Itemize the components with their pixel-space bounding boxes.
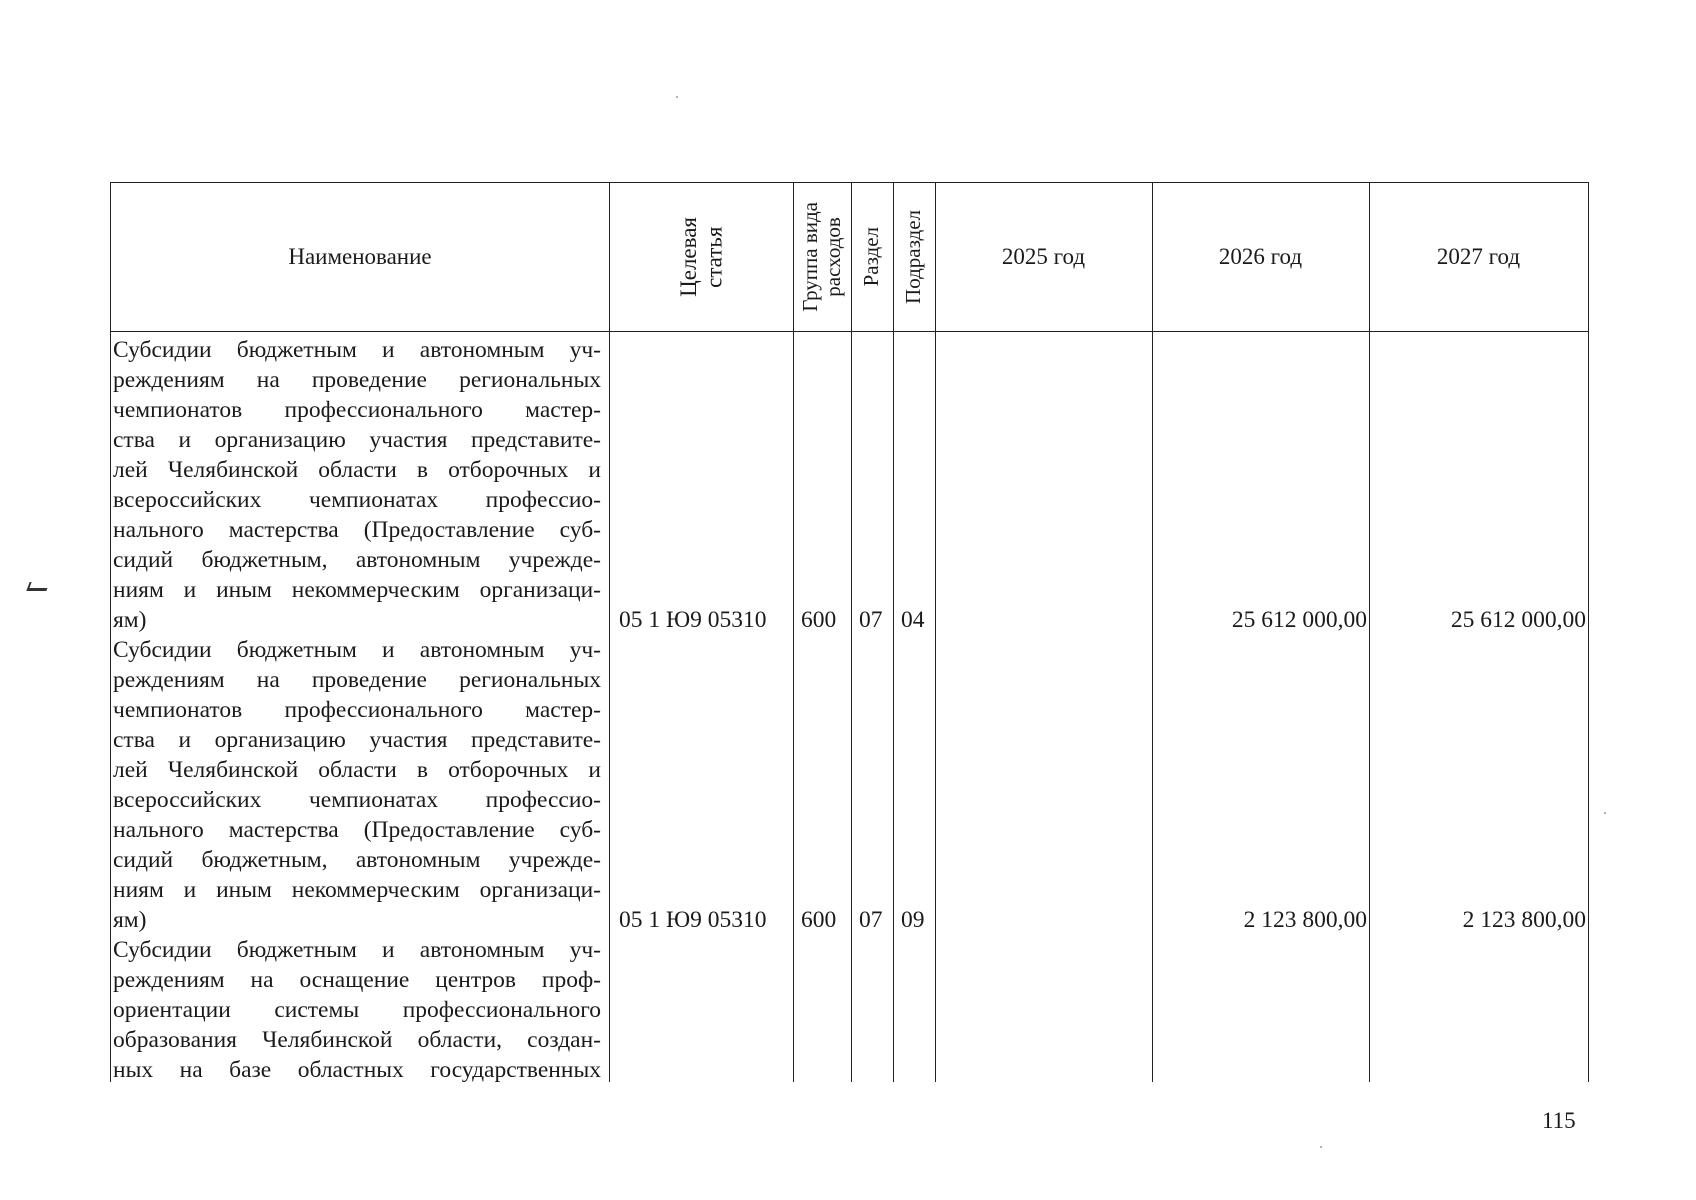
header-year-2026: 2026 год	[1218, 244, 1303, 270]
header-name: Наименование	[288, 244, 432, 270]
row-3-name: Субсидии бюджетным и автономным уч- реждениям на оснащение центров проф- ориентации системы профессионального образования Челябинской области, создан- ных на базе областных государственных	[113, 937, 601, 1083]
row-2-2026: 2 123 800,00	[1243, 907, 1367, 933]
row-2-2027: 2 123 800,00	[1462, 907, 1586, 933]
page-number: 115	[1542, 1108, 1576, 1133]
row-2-subsection: 09	[901, 907, 925, 933]
scan-speck	[1604, 812, 1606, 814]
row-1-expense-group: 600	[801, 607, 837, 633]
header-section: Раздел	[859, 227, 884, 287]
header-year-2025: 2025 год	[1001, 244, 1086, 270]
header-subsection: Подраздел	[901, 210, 926, 304]
header-target-article: Целевая статья	[675, 217, 726, 297]
row-1-subsection: 04	[901, 607, 925, 633]
scan-speck	[676, 96, 678, 98]
header-year-2027: 2027 год	[1436, 244, 1521, 270]
row-1-2027: 25 612 000,00	[1450, 607, 1586, 633]
row-2-section: 07	[859, 907, 883, 933]
row-1-target-article: 05 1 Ю9 05310	[619, 607, 767, 633]
row-2-expense-group: 600	[801, 907, 837, 933]
row-2-target-article: 05 1 Ю9 05310	[619, 907, 767, 933]
row-1-name: Субсидии бюджетным и автономным уч- реждениям на проведение региональных чемпионатов профессионального мастер- ства и организацию участия представите- лей Челябинской области в отборочных и всероссийских чемпионатах профессио- нального мастерства (Предоставление суб- сидий бюджетным, автономным учрежде- ниям и иным некоммерческим организаци- ям)	[113, 337, 601, 633]
row-1-2026: 25 612 000,00	[1231, 607, 1367, 633]
row-1-section: 07	[859, 607, 883, 633]
row-2-name: Субсидии бюджетным и автономным уч- реждениям на проведение региональных чемпионатов профессионального мастер- ства и организацию участия представите- лей Челябинской области в отборочных и всероссийских чемпионатах профессио- нального мастерства (Предоставление суб- сидий бюджетным, автономным учрежде- ниям и иным некоммерческим организаци- ям)	[113, 637, 601, 933]
budget-table	[110, 182, 1589, 1082]
scan-artifact	[26, 582, 49, 591]
scan-speck	[1320, 1146, 1322, 1148]
header-expense-group: Группа вида расходов	[797, 202, 845, 312]
